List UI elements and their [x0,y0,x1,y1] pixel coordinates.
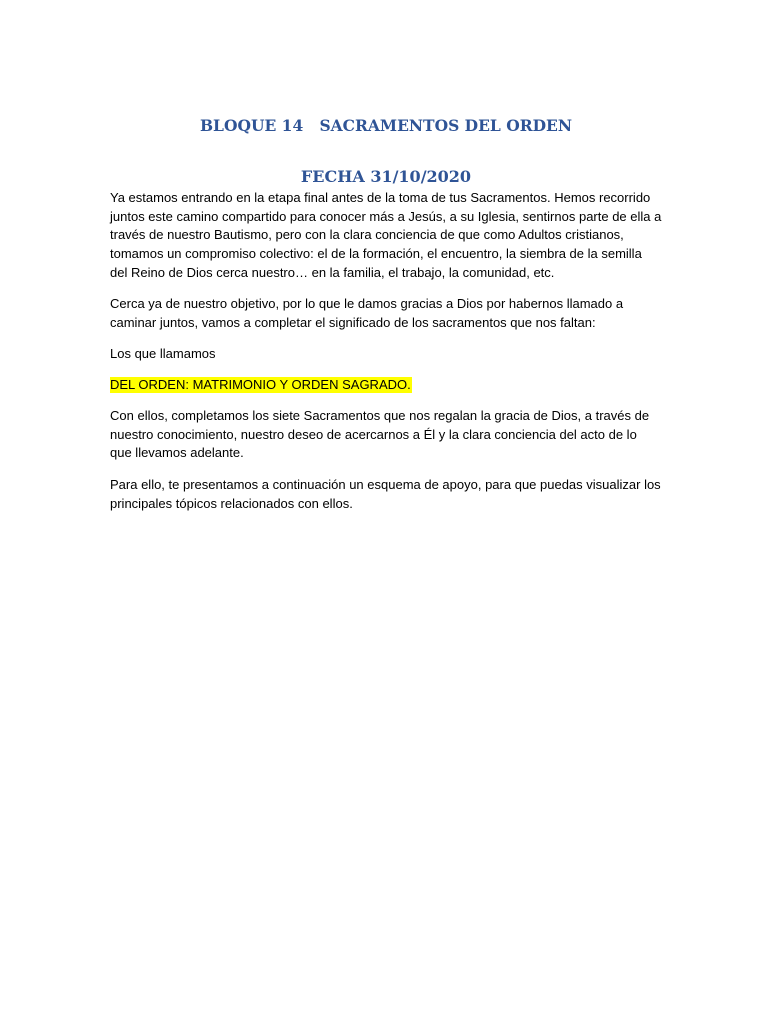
paragraph-los-que-llamamos: Los que llamamos [110,346,216,361]
document-date: FECHA 31/10/2020 [300,167,472,186]
paragraph-siete-sacramentos: Con ellos, completamos los siete Sacramentos que nos regalan la gracia de Dios, a través de nuestro conocimiento, nuestro deseo de acercarnos a Él y la clara conciencia del acto de lo que llevamos adelante. [110,408,650,461]
document-title: BLOQUE 14 SACRAMENTOS DEL ORDEN [199,116,573,135]
paragraph-intro: Ya estamos entrando en la etapa final antes de la toma de tus Sacramentos. Hemos recorrido juntos este camino compartido para conocer más a Jesús, a su Iglesia, sentirnos parte de ella a través de nuestro Bautismo, pero con la clara conciencia de que como Adultos cristianos, tomamos un compromiso colectivo: el de la formación, el encuentro, la siembra de la semilla del Reino de Dios cerca nuestro… en la familia, el trabajo, la comunidad, etc. [110,190,662,280]
paragraph-objective: Cerca ya de nuestro objetivo, por lo que le damos gracias a Dios por habernos llamado a caminar juntos, vamos a completar el significado de los sacramentos que nos faltan: [110,296,624,330]
paragraph-highlight [110,376,662,395]
paragraph-esquema: Para ello, te presentamos a continuación un esquema de apoyo, para que puedas visualizar los principales tópicos relacionados con ellos. [110,477,661,511]
highlighted-text: DEL ORDEN: MATRIMONIO Y ORDEN SAGRADO. [110,377,411,392]
